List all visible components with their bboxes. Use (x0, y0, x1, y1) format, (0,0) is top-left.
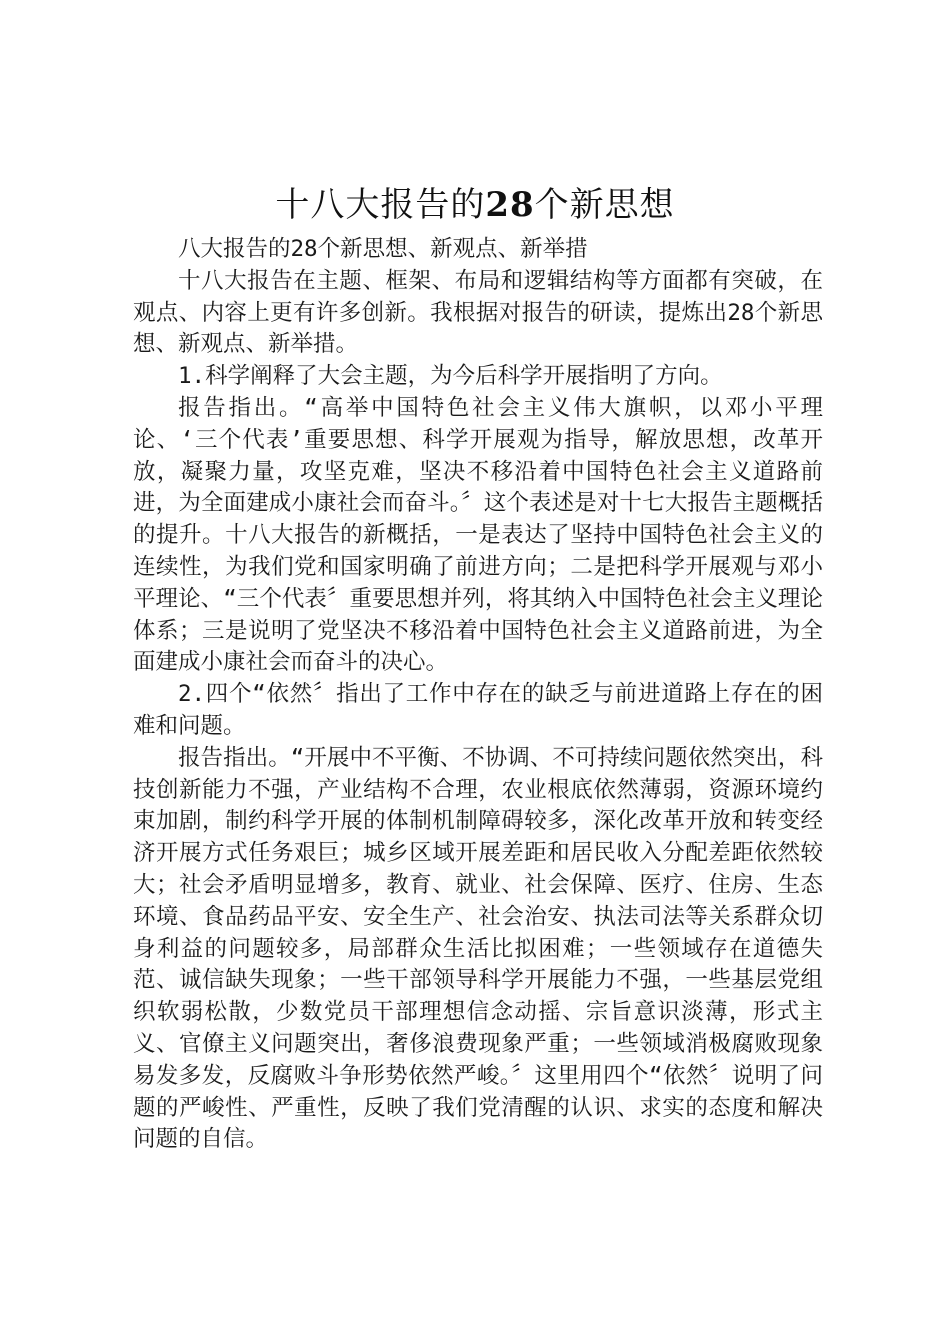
section-heading-2: 2.四个“依然〞指出了工作中存在的缺乏与前进道路上存在的困难和问题。 (133, 681, 823, 739)
intro-paragraph: 十八大报告在主题、框架、布局和逻辑结构等方面都有突破，在观点、内容上更有许多创新。我根据对报告的研读，提炼出28个新思想、新观点、新举措。 (133, 267, 823, 358)
title-number: 28 (485, 185, 535, 225)
section-heading-1: 1.科学阐释了大会主题，为今后科学开展指明了方向。 (178, 363, 723, 390)
title-suffix: 个新思想 (534, 185, 675, 225)
document-body (133, 234, 823, 1156)
section-body-2: 报告指出。“开展中不平衡、不协调、不可持续问题依然突出，科技创新能力不强，产业结构不合理，农业根底依然薄弱，资源环境约束加剧，制约科学开展的体制机制障碍较多，深化改革开放和转变经济开展方式任务艰巨；城乡区域开展差距和居民收入分配差距依然较大；社会矛盾明显增多，教育、就业、社会保障、医疗、住房、生态环境、食品药品平安、安全生产、社会治安、执法司法等关系群众切身利益的问题较多，局部群众生活比拟困难；一些领域存在道德失范、诚信缺失现象；一些干部领导科学开展能力不强，一些基层党组织软弱松散，少数党员干部理想信念动摇、宗旨意识淡薄，形式主义、官僚主义问题突出，奢侈浪费现象严重；一些领域消极腐败现象易发多发，反腐败斗争形势依然严峻。〞这里用四个“依然〞说明了问题的严峻性、严重性，反映了我们党清醒的认识、求实的态度和解决问题的自信。 (133, 744, 823, 1153)
subtitle-paragraph: 八大报告的28个新思想、新观点、新举措 (178, 236, 588, 262)
section-body-1: 报告指出。“高举中国特色社会主义伟大旗帜，以邓小平理论、‘三个代表’重要思想、科学开展观为指导，解放思想，改革开放，凝聚力量，攻坚克难，坚决不移沿着中国特色社会主义道路前进，为全面建成小康社会而奋斗。〞这个表述是对十七大报告主题概括的提升。十八大报告的新概括，一是表达了坚持中国特色社会主义的连续性，为我们党和国家明确了前进方向；二是把科学开展观与邓小平理论、“三个代表〞重要思想并列，将其纳入中国特色社会主义理论体系；三是说明了党坚决不移沿着中国特色社会主义道路前进，为全面建成小康社会而奋斗的决心。 (133, 394, 823, 676)
title-prefix: 十八大报告的 (275, 185, 486, 225)
document-title (0, 182, 950, 228)
